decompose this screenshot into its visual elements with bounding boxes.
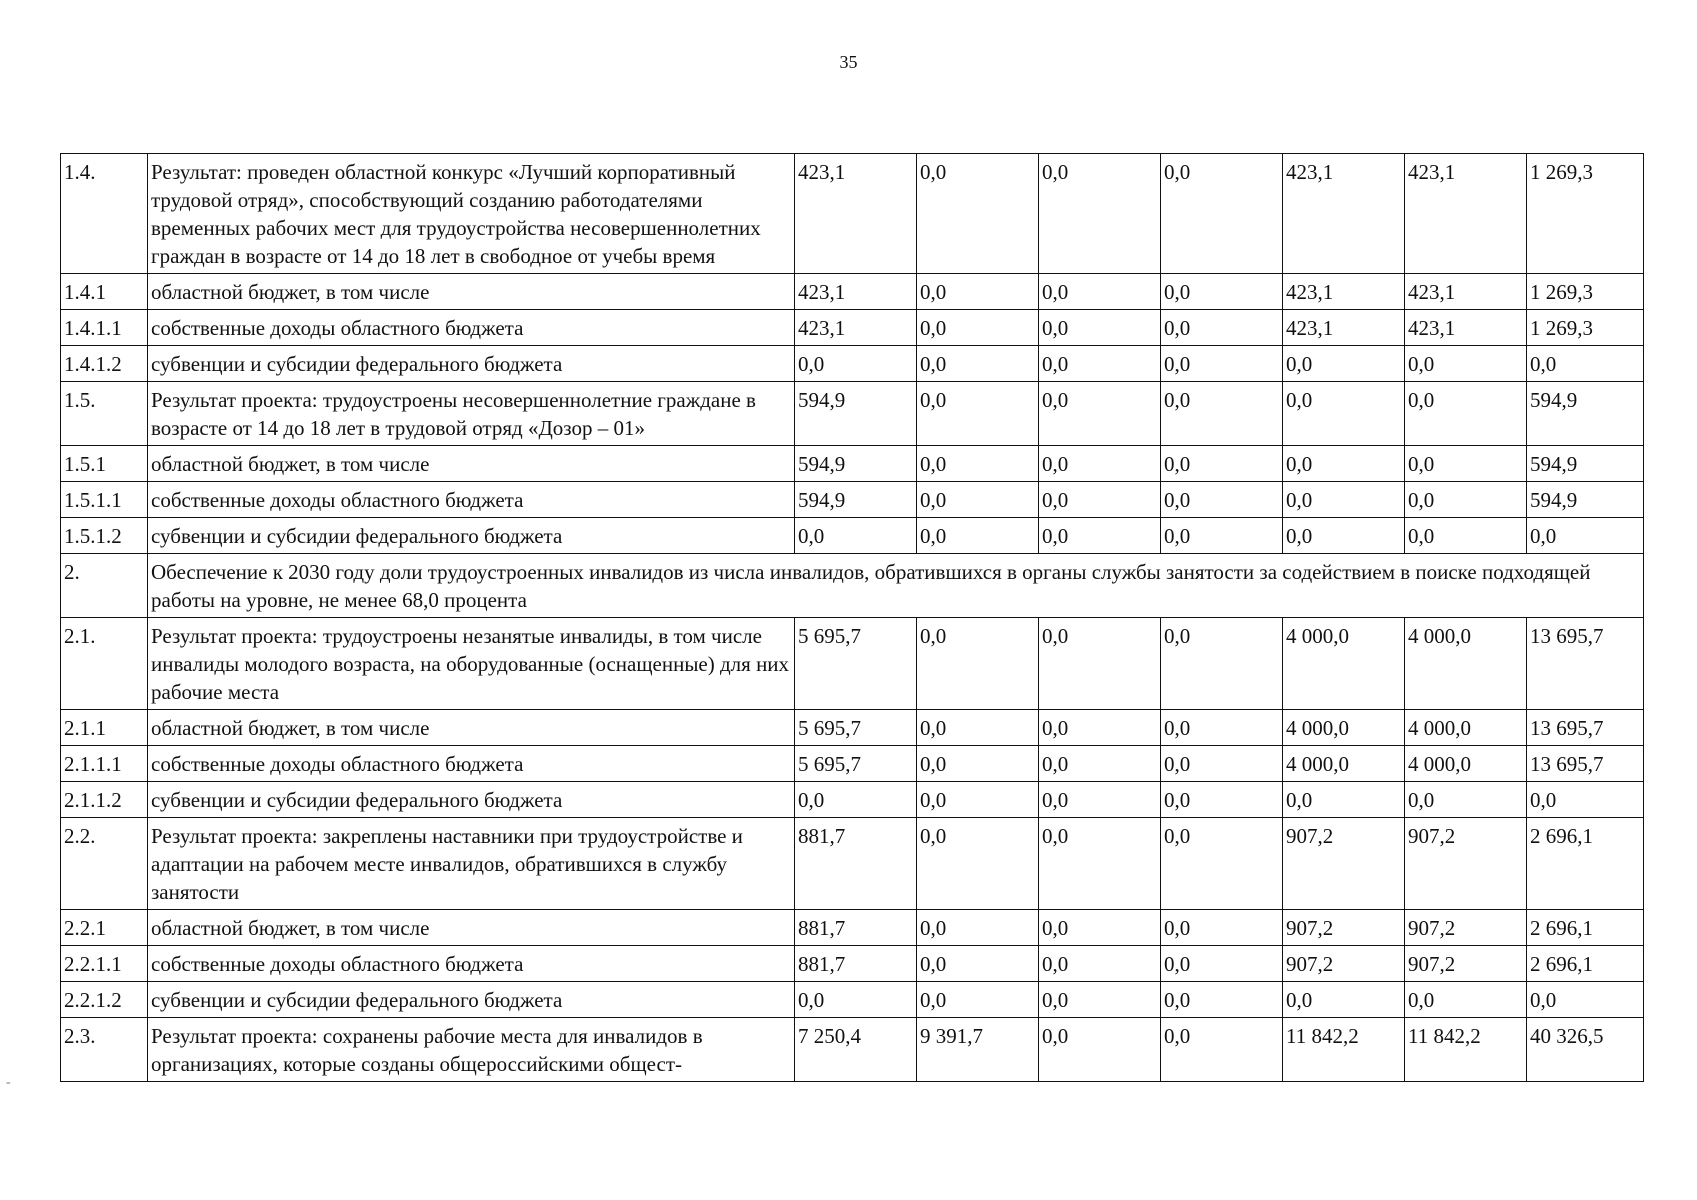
value-cell: 0,0 bbox=[1527, 782, 1644, 818]
value-cell: 881,7 bbox=[795, 910, 917, 946]
value-cell: 1 269,3 bbox=[1527, 274, 1644, 310]
value-cell: 0,0 bbox=[917, 310, 1039, 346]
value-cell: 0,0 bbox=[1283, 982, 1405, 1018]
row-number: 2.2.1 bbox=[61, 910, 148, 946]
value-cell: 0,0 bbox=[917, 518, 1039, 554]
value-cell: 0,0 bbox=[1039, 782, 1161, 818]
value-cell: 2 696,1 bbox=[1527, 818, 1644, 910]
value-cell: 0,0 bbox=[1405, 346, 1527, 382]
value-cell: 0,0 bbox=[1161, 746, 1283, 782]
value-cell: 0,0 bbox=[917, 746, 1039, 782]
value-cell: 0,0 bbox=[1405, 382, 1527, 446]
table-row bbox=[61, 382, 1644, 446]
value-cell: 0,0 bbox=[1161, 946, 1283, 982]
value-cell: 0,0 bbox=[917, 346, 1039, 382]
value-cell: 0,0 bbox=[795, 518, 917, 554]
value-cell: 881,7 bbox=[795, 818, 917, 910]
value-cell: 0,0 bbox=[1405, 782, 1527, 818]
row-description: Обеспечение к 2030 году доли трудоустроенных инвалидов из числа инвалидов, обратившихся в органы службы занятости за содействием в поиске подходящей работы на уровне, не менее 68,0 процента bbox=[148, 554, 1644, 618]
value-cell: 0,0 bbox=[917, 446, 1039, 482]
value-cell: 0,0 bbox=[1161, 482, 1283, 518]
value-cell: 0,0 bbox=[1161, 274, 1283, 310]
value-cell: 1 269,3 bbox=[1527, 310, 1644, 346]
row-number: 2.2.1.2 bbox=[61, 982, 148, 1018]
row-number: 2.1.1 bbox=[61, 710, 148, 746]
value-cell: 40 326,5 bbox=[1527, 1018, 1644, 1082]
value-cell: 4 000,0 bbox=[1405, 710, 1527, 746]
row-description: собственные доходы областного бюджета bbox=[148, 946, 795, 982]
value-cell: 0,0 bbox=[917, 274, 1039, 310]
value-cell: 907,2 bbox=[1283, 818, 1405, 910]
value-cell: 907,2 bbox=[1283, 946, 1405, 982]
value-cell: 11 842,2 bbox=[1405, 1018, 1527, 1082]
row-description: Результат проекта: сохранены рабочие места для инвалидов в организациях, которые созданы общероссийскими общест- bbox=[148, 1018, 795, 1082]
table-row bbox=[61, 618, 1644, 710]
value-cell: 0,0 bbox=[1283, 346, 1405, 382]
table-row bbox=[61, 818, 1644, 910]
row-description: областной бюджет, в том числе bbox=[148, 446, 795, 482]
value-cell: 0,0 bbox=[1283, 782, 1405, 818]
value-cell: 0,0 bbox=[917, 818, 1039, 910]
value-cell: 4 000,0 bbox=[1405, 618, 1527, 710]
value-cell: 423,1 bbox=[1405, 154, 1527, 274]
value-cell: 0,0 bbox=[1039, 982, 1161, 1018]
value-cell: 0,0 bbox=[1283, 446, 1405, 482]
value-cell: 0,0 bbox=[1405, 446, 1527, 482]
row-number: 1.5.1.1 bbox=[61, 482, 148, 518]
value-cell: 594,9 bbox=[795, 482, 917, 518]
row-description: собственные доходы областного бюджета bbox=[148, 310, 795, 346]
value-cell: 0,0 bbox=[1161, 446, 1283, 482]
row-description: Результат проекта: закреплены наставники при трудоустройстве и адаптации на рабочем месте инвалидов, обратившихся в службу занятости bbox=[148, 818, 795, 910]
margin-dash: - bbox=[6, 1075, 11, 1090]
value-cell: 0,0 bbox=[917, 382, 1039, 446]
value-cell: 0,0 bbox=[1527, 346, 1644, 382]
value-cell: 0,0 bbox=[1161, 310, 1283, 346]
budget-table bbox=[60, 153, 1644, 1082]
row-number: 1.5.1.2 bbox=[61, 518, 148, 554]
row-number: 1.4.1 bbox=[61, 274, 148, 310]
value-cell: 881,7 bbox=[795, 946, 917, 982]
value-cell: 0,0 bbox=[917, 154, 1039, 274]
value-cell: 0,0 bbox=[795, 782, 917, 818]
value-cell: 0,0 bbox=[1039, 382, 1161, 446]
value-cell: 423,1 bbox=[1283, 310, 1405, 346]
value-cell: 0,0 bbox=[917, 982, 1039, 1018]
value-cell: 4 000,0 bbox=[1405, 746, 1527, 782]
table-row bbox=[61, 746, 1644, 782]
row-description: субвенции и субсидии федерального бюджета bbox=[148, 982, 795, 1018]
value-cell: 0,0 bbox=[1039, 446, 1161, 482]
value-cell: 907,2 bbox=[1405, 818, 1527, 910]
value-cell: 0,0 bbox=[917, 482, 1039, 518]
value-cell: 0,0 bbox=[1283, 482, 1405, 518]
table-row bbox=[61, 482, 1644, 518]
value-cell: 0,0 bbox=[1405, 482, 1527, 518]
row-number: 1.4.1.2 bbox=[61, 346, 148, 382]
value-cell: 0,0 bbox=[1161, 982, 1283, 1018]
row-description: субвенции и субсидии федерального бюджета bbox=[148, 518, 795, 554]
row-number: 2.2. bbox=[61, 818, 148, 910]
value-cell: 0,0 bbox=[1283, 518, 1405, 554]
value-cell: 0,0 bbox=[1405, 518, 1527, 554]
row-number: 2.1.1.1 bbox=[61, 746, 148, 782]
value-cell: 1 269,3 bbox=[1527, 154, 1644, 274]
value-cell: 9 391,7 bbox=[917, 1018, 1039, 1082]
table-row bbox=[61, 946, 1644, 982]
row-number: 1.4.1.1 bbox=[61, 310, 148, 346]
row-number: 2. bbox=[61, 554, 148, 618]
row-number: 1.5.1 bbox=[61, 446, 148, 482]
value-cell: 0,0 bbox=[1161, 818, 1283, 910]
value-cell: 2 696,1 bbox=[1527, 910, 1644, 946]
value-cell: 0,0 bbox=[795, 346, 917, 382]
value-cell: 0,0 bbox=[1527, 982, 1644, 1018]
row-number: 2.2.1.1 bbox=[61, 946, 148, 982]
row-description: Результат проекта: трудоустроены несовершеннолетние граждане в возрасте от 14 до 18 лет в трудовой отряд «Дозор – 01» bbox=[148, 382, 795, 446]
value-cell: 594,9 bbox=[795, 446, 917, 482]
value-cell: 13 695,7 bbox=[1527, 746, 1644, 782]
table-row bbox=[61, 310, 1644, 346]
value-cell: 0,0 bbox=[1283, 382, 1405, 446]
row-description: субвенции и субсидии федерального бюджета bbox=[148, 346, 795, 382]
value-cell: 0,0 bbox=[1161, 518, 1283, 554]
table-row bbox=[61, 554, 1644, 618]
value-cell: 594,9 bbox=[1527, 382, 1644, 446]
value-cell: 0,0 bbox=[1039, 746, 1161, 782]
row-number: 2.3. bbox=[61, 1018, 148, 1082]
value-cell: 0,0 bbox=[1039, 274, 1161, 310]
value-cell: 0,0 bbox=[917, 618, 1039, 710]
value-cell: 907,2 bbox=[1405, 910, 1527, 946]
value-cell: 0,0 bbox=[1039, 1018, 1161, 1082]
value-cell: 0,0 bbox=[1405, 982, 1527, 1018]
table-row bbox=[61, 274, 1644, 310]
value-cell: 0,0 bbox=[1039, 346, 1161, 382]
table-row bbox=[61, 910, 1644, 946]
row-description: Результат проекта: трудоустроены незанятые инвалиды, в том числе инвалиды молодого возраста, на оборудованные (оснащенные) для них рабочие места bbox=[148, 618, 795, 710]
value-cell: 5 695,7 bbox=[795, 710, 917, 746]
value-cell: 0,0 bbox=[1161, 782, 1283, 818]
row-number: 1.5. bbox=[61, 382, 148, 446]
value-cell: 5 695,7 bbox=[795, 746, 917, 782]
value-cell: 4 000,0 bbox=[1283, 618, 1405, 710]
value-cell: 11 842,2 bbox=[1283, 1018, 1405, 1082]
value-cell: 0,0 bbox=[917, 946, 1039, 982]
value-cell: 0,0 bbox=[1039, 710, 1161, 746]
table-row bbox=[61, 446, 1644, 482]
value-cell: 0,0 bbox=[1161, 618, 1283, 710]
value-cell: 423,1 bbox=[1283, 154, 1405, 274]
value-cell: 0,0 bbox=[1039, 618, 1161, 710]
table-row bbox=[61, 518, 1644, 554]
value-cell: 423,1 bbox=[795, 154, 917, 274]
value-cell: 0,0 bbox=[1039, 818, 1161, 910]
value-cell: 0,0 bbox=[1039, 910, 1161, 946]
row-description: Результат: проведен областной конкурс «Лучший корпоративный трудовой отряд», способствующий созданию работодателями временных рабочих мест для трудоустройства несовершеннолетних граждан в возрасте от 14 до 18 лет в свободное от учебы время bbox=[148, 154, 795, 274]
table-row bbox=[61, 346, 1644, 382]
row-number: 1.4. bbox=[61, 154, 148, 274]
page-number: 35 bbox=[839, 52, 858, 72]
value-cell: 0,0 bbox=[917, 782, 1039, 818]
value-cell: 423,1 bbox=[1283, 274, 1405, 310]
value-cell: 0,0 bbox=[1527, 518, 1644, 554]
value-cell: 0,0 bbox=[1161, 1018, 1283, 1082]
value-cell: 594,9 bbox=[795, 382, 917, 446]
row-description: собственные доходы областного бюджета bbox=[148, 746, 795, 782]
table-row bbox=[61, 1018, 1644, 1082]
value-cell: 13 695,7 bbox=[1527, 618, 1644, 710]
value-cell: 0,0 bbox=[1039, 482, 1161, 518]
value-cell: 0,0 bbox=[795, 982, 917, 1018]
value-cell: 594,9 bbox=[1527, 446, 1644, 482]
row-number: 2.1.1.2 bbox=[61, 782, 148, 818]
row-description: собственные доходы областного бюджета bbox=[148, 482, 795, 518]
value-cell: 907,2 bbox=[1283, 910, 1405, 946]
value-cell: 423,1 bbox=[1405, 274, 1527, 310]
row-description: областной бюджет, в том числе bbox=[148, 710, 795, 746]
value-cell: 423,1 bbox=[795, 274, 917, 310]
row-number: 2.1. bbox=[61, 618, 148, 710]
value-cell: 0,0 bbox=[1039, 154, 1161, 274]
row-description: субвенции и субсидии федерального бюджета bbox=[148, 782, 795, 818]
table-row bbox=[61, 982, 1644, 1018]
value-cell: 0,0 bbox=[1039, 518, 1161, 554]
value-cell: 907,2 bbox=[1405, 946, 1527, 982]
value-cell: 0,0 bbox=[1039, 310, 1161, 346]
value-cell: 423,1 bbox=[1405, 310, 1527, 346]
row-description: областной бюджет, в том числе bbox=[148, 274, 795, 310]
value-cell: 7 250,4 bbox=[795, 1018, 917, 1082]
row-description: областной бюджет, в том числе bbox=[148, 910, 795, 946]
table-row bbox=[61, 782, 1644, 818]
table-row bbox=[61, 154, 1644, 274]
value-cell: 4 000,0 bbox=[1283, 710, 1405, 746]
value-cell: 0,0 bbox=[1039, 946, 1161, 982]
value-cell: 2 696,1 bbox=[1527, 946, 1644, 982]
value-cell: 423,1 bbox=[795, 310, 917, 346]
value-cell: 594,9 bbox=[1527, 482, 1644, 518]
value-cell: 5 695,7 bbox=[795, 618, 917, 710]
value-cell: 0,0 bbox=[1161, 710, 1283, 746]
value-cell: 0,0 bbox=[1161, 382, 1283, 446]
table-row bbox=[61, 710, 1644, 746]
value-cell: 0,0 bbox=[1161, 154, 1283, 274]
value-cell: 0,0 bbox=[917, 710, 1039, 746]
value-cell: 13 695,7 bbox=[1527, 710, 1644, 746]
value-cell: 0,0 bbox=[1161, 910, 1283, 946]
value-cell: 4 000,0 bbox=[1283, 746, 1405, 782]
value-cell: 0,0 bbox=[1161, 346, 1283, 382]
value-cell: 0,0 bbox=[917, 910, 1039, 946]
